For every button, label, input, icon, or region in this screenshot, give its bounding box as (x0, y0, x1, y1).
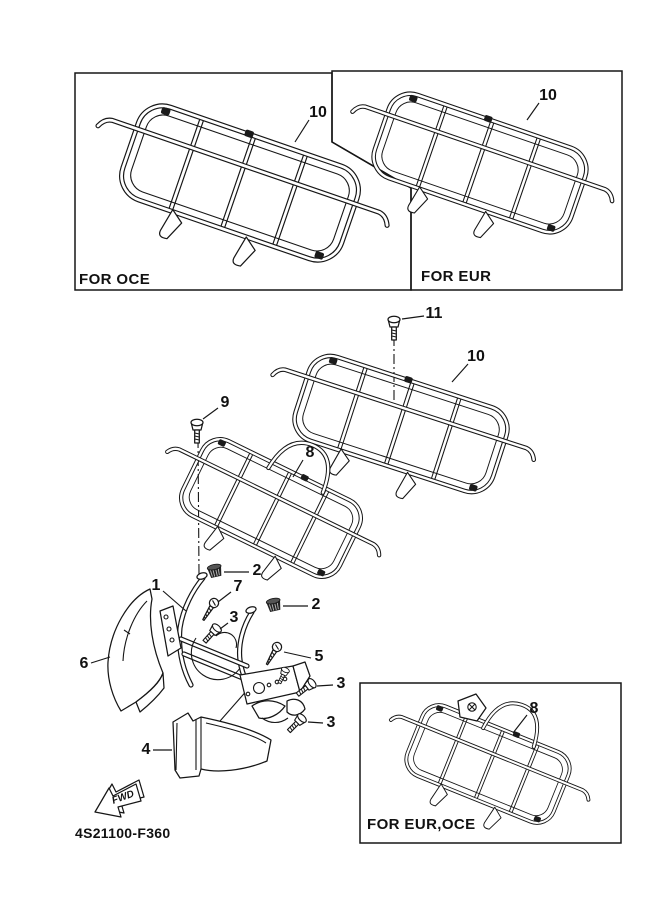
rack-front-carrier-8 (136, 389, 410, 620)
callout-3: 3 (229, 609, 239, 626)
guard-flap-6 (108, 589, 164, 712)
callout-3: 3 (326, 714, 336, 731)
callout-5: 5 (314, 648, 324, 665)
callout-9: 9 (220, 394, 230, 411)
cap-2-left (207, 563, 223, 578)
bolt-11 (388, 316, 400, 340)
screw-7 (200, 597, 221, 623)
callout-11: 11 (425, 305, 443, 322)
callout-2: 2 (311, 596, 321, 613)
callout-7: 7 (233, 578, 243, 595)
callout-4: 4 (141, 741, 151, 758)
callout-10: 10 (467, 348, 485, 365)
callout-3: 3 (336, 675, 346, 692)
callout-1: 1 (151, 577, 161, 594)
panel-caption-eur: FOR EUR (421, 268, 492, 285)
bolt-3-lower (285, 712, 308, 735)
drawing-number: 4S21100-F360 (75, 825, 171, 841)
cap-2-right (266, 597, 282, 612)
panel-caption-eur-oce: FOR EUR,OCE (367, 816, 476, 833)
mount-bracket-plate (458, 694, 486, 721)
bolt-9 (191, 419, 203, 443)
panel-caption-oce: FOR OCE (79, 271, 151, 288)
fwd-arrow (95, 780, 144, 817)
fwd-text: FWD (110, 788, 136, 807)
screw-5 (263, 641, 283, 667)
callout-10: 10 (539, 87, 557, 104)
callout-10: 10 (309, 104, 327, 121)
callout-8: 8 (305, 444, 315, 461)
callout-6: 6 (79, 655, 89, 672)
rack-rear-carrier-eur (327, 73, 625, 274)
callout-8: 8 (529, 700, 539, 717)
bumper-cover-4 (173, 713, 271, 778)
callout-2: 2 (252, 562, 262, 579)
